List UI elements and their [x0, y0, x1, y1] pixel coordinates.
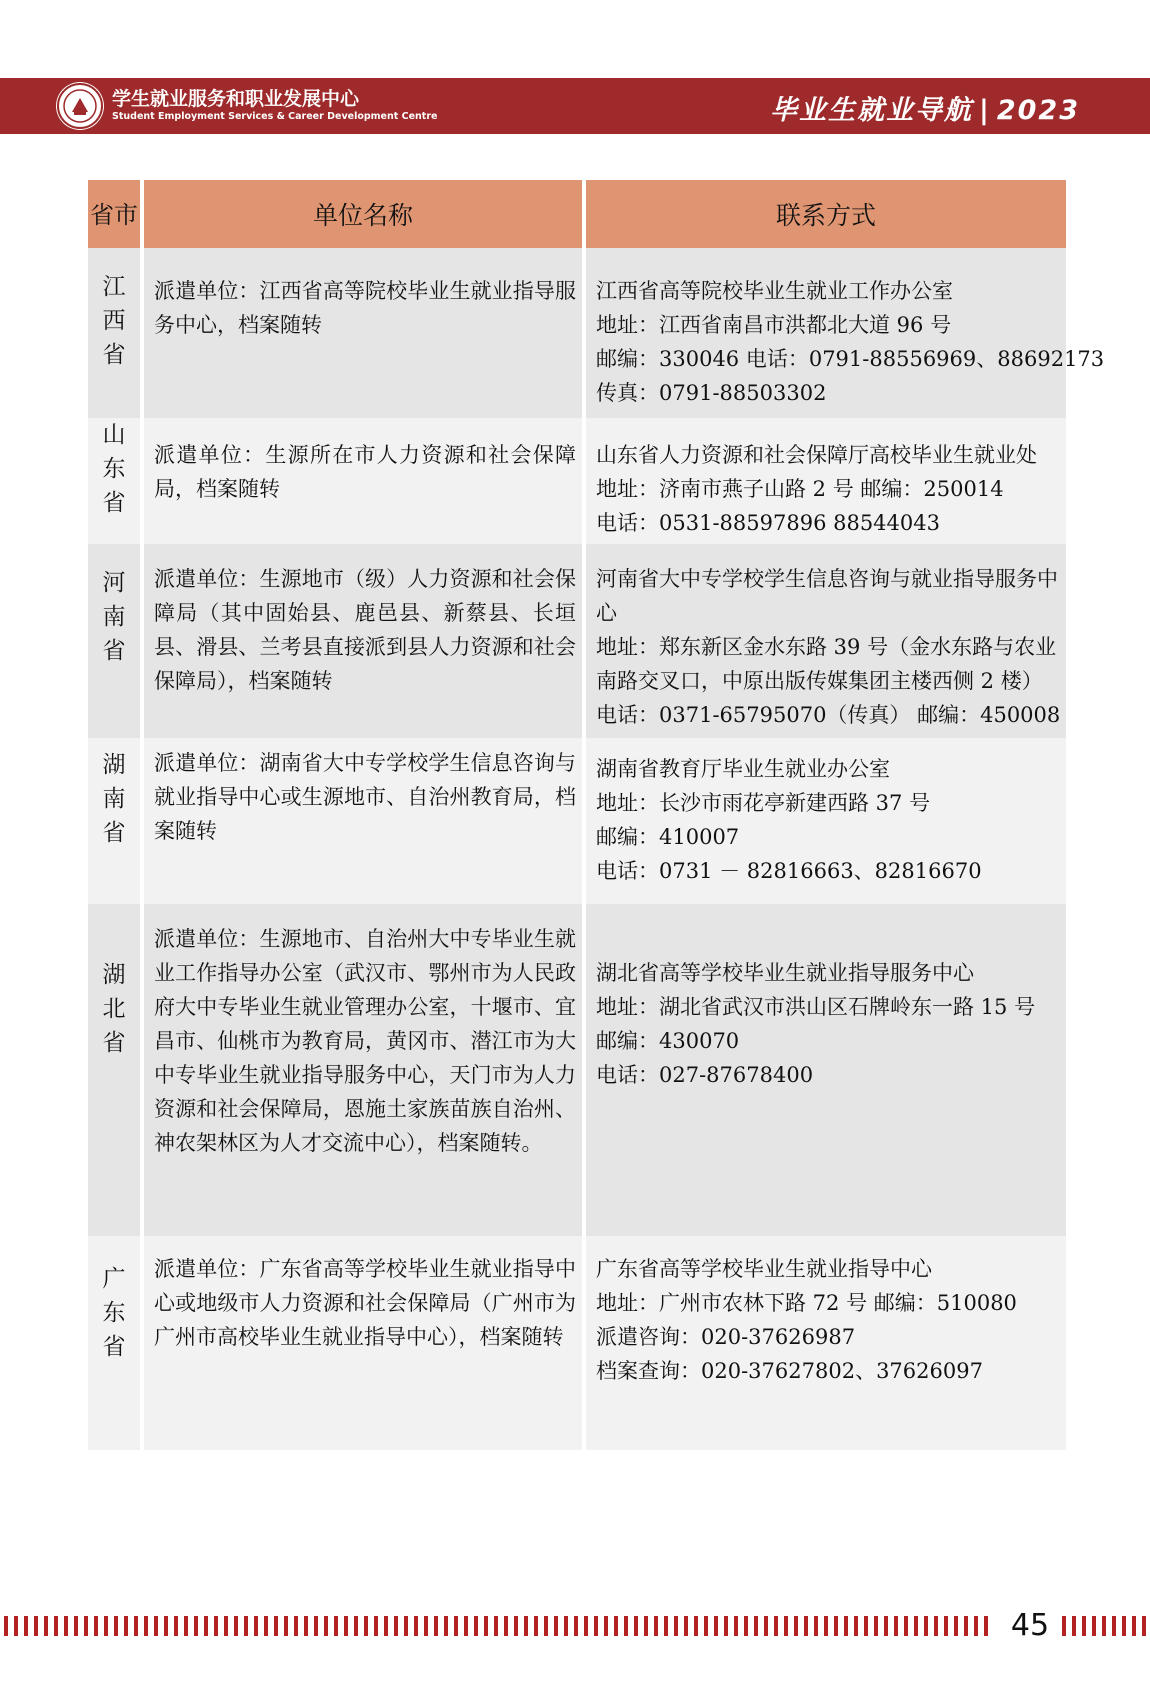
contact-line: 电话：0531-88597896 88544043	[596, 511, 940, 535]
province-char: 河	[102, 570, 126, 596]
province-char: 山	[102, 422, 126, 448]
guide-title-text: 毕业生就业导航	[769, 95, 973, 126]
contact-cell	[586, 904, 1066, 1236]
footer-tick-pattern-right	[1062, 1616, 1146, 1636]
contact-line: 邮编：410007	[596, 825, 740, 849]
province-char: 省	[102, 638, 126, 664]
province-cell	[88, 1236, 140, 1450]
province-char: 省	[102, 1334, 126, 1360]
contact-line: 湖南省教育厅毕业生就业办公室	[596, 757, 890, 781]
contact-line: 电话：0371-65795070（传真） 邮编：450008	[596, 703, 1061, 727]
province-char: 湖	[102, 962, 126, 988]
table-row	[88, 738, 1066, 904]
title-separator: |	[978, 95, 991, 126]
table-header-row	[88, 180, 1066, 248]
contact-line: 广东省高等学校毕业生就业指导中心	[596, 1257, 932, 1281]
contact-line: 档案查询：020-37627802、37626097	[596, 1359, 983, 1383]
footer	[0, 1608, 1150, 1644]
province-cell	[88, 248, 140, 418]
province-char: 西	[102, 308, 126, 334]
province-cell	[88, 418, 140, 544]
university-seal-icon	[56, 82, 104, 130]
province-char: 东	[102, 456, 126, 482]
header-unit: 单位名称	[144, 180, 582, 248]
contact-line: 山东省人力资源和社会保障厅高校毕业生就业处	[596, 443, 1037, 467]
table-row	[88, 1236, 1066, 1450]
header-contact: 联系方式	[586, 180, 1066, 248]
province-cell	[88, 738, 140, 904]
unit-cell: 派遣单位：生源地市（级）人力资源和社会保障局（其中固始县、鹿邑县、新蔡县、长垣县、滑县、兰考县直接派到县人力资源和社会保障局），档案随转	[144, 544, 582, 738]
province-char: 省	[102, 820, 126, 846]
header-bar	[0, 78, 1150, 134]
unit-cell: 派遣单位：生源地市、自治州大中专毕业生就业工作指导办公室（武汉市、鄂州市为人民政府大中专毕业生就业管理办公室，十堰市、宜昌市、仙桃市为教育局，黄冈市、潜江市为大中专毕业生就业指导服务中心，天门市为人力资源和社会保障局，恩施土家族苗族自治州、神农架林区为人才交流中心），档案随转。	[144, 904, 582, 1236]
contact-line: 派遣咨询：020-37626987	[596, 1325, 856, 1349]
province-char: 省	[102, 1030, 126, 1056]
contact-line: 传真：0791-88503302	[596, 381, 827, 405]
contact-line: 地址：长沙市雨花亭新建西路 37 号	[596, 791, 931, 815]
province-char: 省	[102, 342, 126, 368]
contact-line: 湖北省高等学校毕业生就业指导服务中心	[596, 961, 974, 985]
guide-year: 2023	[996, 95, 1080, 126]
contact-line: 电话：027-87678400	[596, 1063, 814, 1087]
contact-line: 地址：广州市农林下路 72 号 邮编：510080	[596, 1291, 1017, 1315]
province-char: 东	[102, 1300, 126, 1326]
province-char: 江	[102, 274, 126, 300]
unit-cell: 派遣单位：江西省高等院校毕业生就业指导服务中心，档案随转	[144, 248, 582, 418]
footer-tick-pattern	[4, 1616, 994, 1636]
province-char: 南	[102, 604, 126, 630]
contact-line: 电话：0731 － 82816663、82816670	[596, 859, 982, 883]
province-char: 南	[102, 786, 126, 812]
table-row	[88, 544, 1066, 738]
province-cell	[88, 904, 140, 1236]
contact-line: 地址：济南市燕子山路 2 号 邮编：250014	[596, 477, 1004, 501]
province-cell	[88, 544, 140, 738]
unit-cell: 派遣单位：生源所在市人力资源和社会保障局，档案随转	[144, 418, 582, 544]
province-char: 湖	[102, 752, 126, 778]
header-province: 省市	[88, 180, 140, 248]
contact-cell	[586, 418, 1066, 544]
contact-cell	[586, 544, 1066, 738]
province-char: 广	[102, 1266, 126, 1292]
page-number: 45	[1010, 1608, 1050, 1643]
contact-cell	[586, 738, 1066, 904]
province-char: 省	[102, 490, 126, 516]
guide-title	[770, 88, 1080, 127]
province-char: 北	[102, 996, 126, 1022]
dispatch-table	[84, 180, 1105, 1450]
contact-line: 地址：郑东新区金水东路 39 号（金水东路与农业	[596, 635, 1057, 659]
contact-line: 心	[596, 601, 617, 625]
table-row	[88, 904, 1066, 1236]
unit-cell: 派遣单位：广东省高等学校毕业生就业指导中心或地级市人力资源和社会保障局（广州市为广州市高校毕业生就业指导中心），档案随转	[144, 1236, 582, 1450]
contact-line: 江西省高等院校毕业生就业工作办公室	[596, 279, 953, 303]
table-row	[88, 418, 1066, 544]
org-name-cn: 学生就业服务和职业发展中心	[112, 88, 360, 110]
contact-line: 地址：江西省南昌市洪都北大道 96 号	[596, 313, 952, 337]
org-name-en: Student Employment Services & Career Development Centre	[112, 111, 438, 122]
contact-line: 邮编：330046 电话：0791-88556969、88692173	[596, 347, 1105, 371]
contact-line: 河南省大中专学校学生信息咨询与就业指导服务中	[596, 567, 1058, 591]
contact-cell	[586, 1236, 1066, 1450]
table-row	[88, 248, 1066, 418]
contact-line: 南路交叉口，中原出版传媒集团主楼西侧 2 楼）	[596, 669, 1043, 693]
unit-cell: 派遣单位：湖南省大中专学校学生信息咨询与就业指导中心或生源地市、自治州教育局，档案随转	[144, 738, 582, 904]
contact-cell	[586, 248, 1105, 418]
contact-line: 地址：湖北省武汉市洪山区石牌岭东一路 15 号	[596, 995, 1036, 1019]
contact-line: 邮编：430070	[596, 1029, 740, 1053]
